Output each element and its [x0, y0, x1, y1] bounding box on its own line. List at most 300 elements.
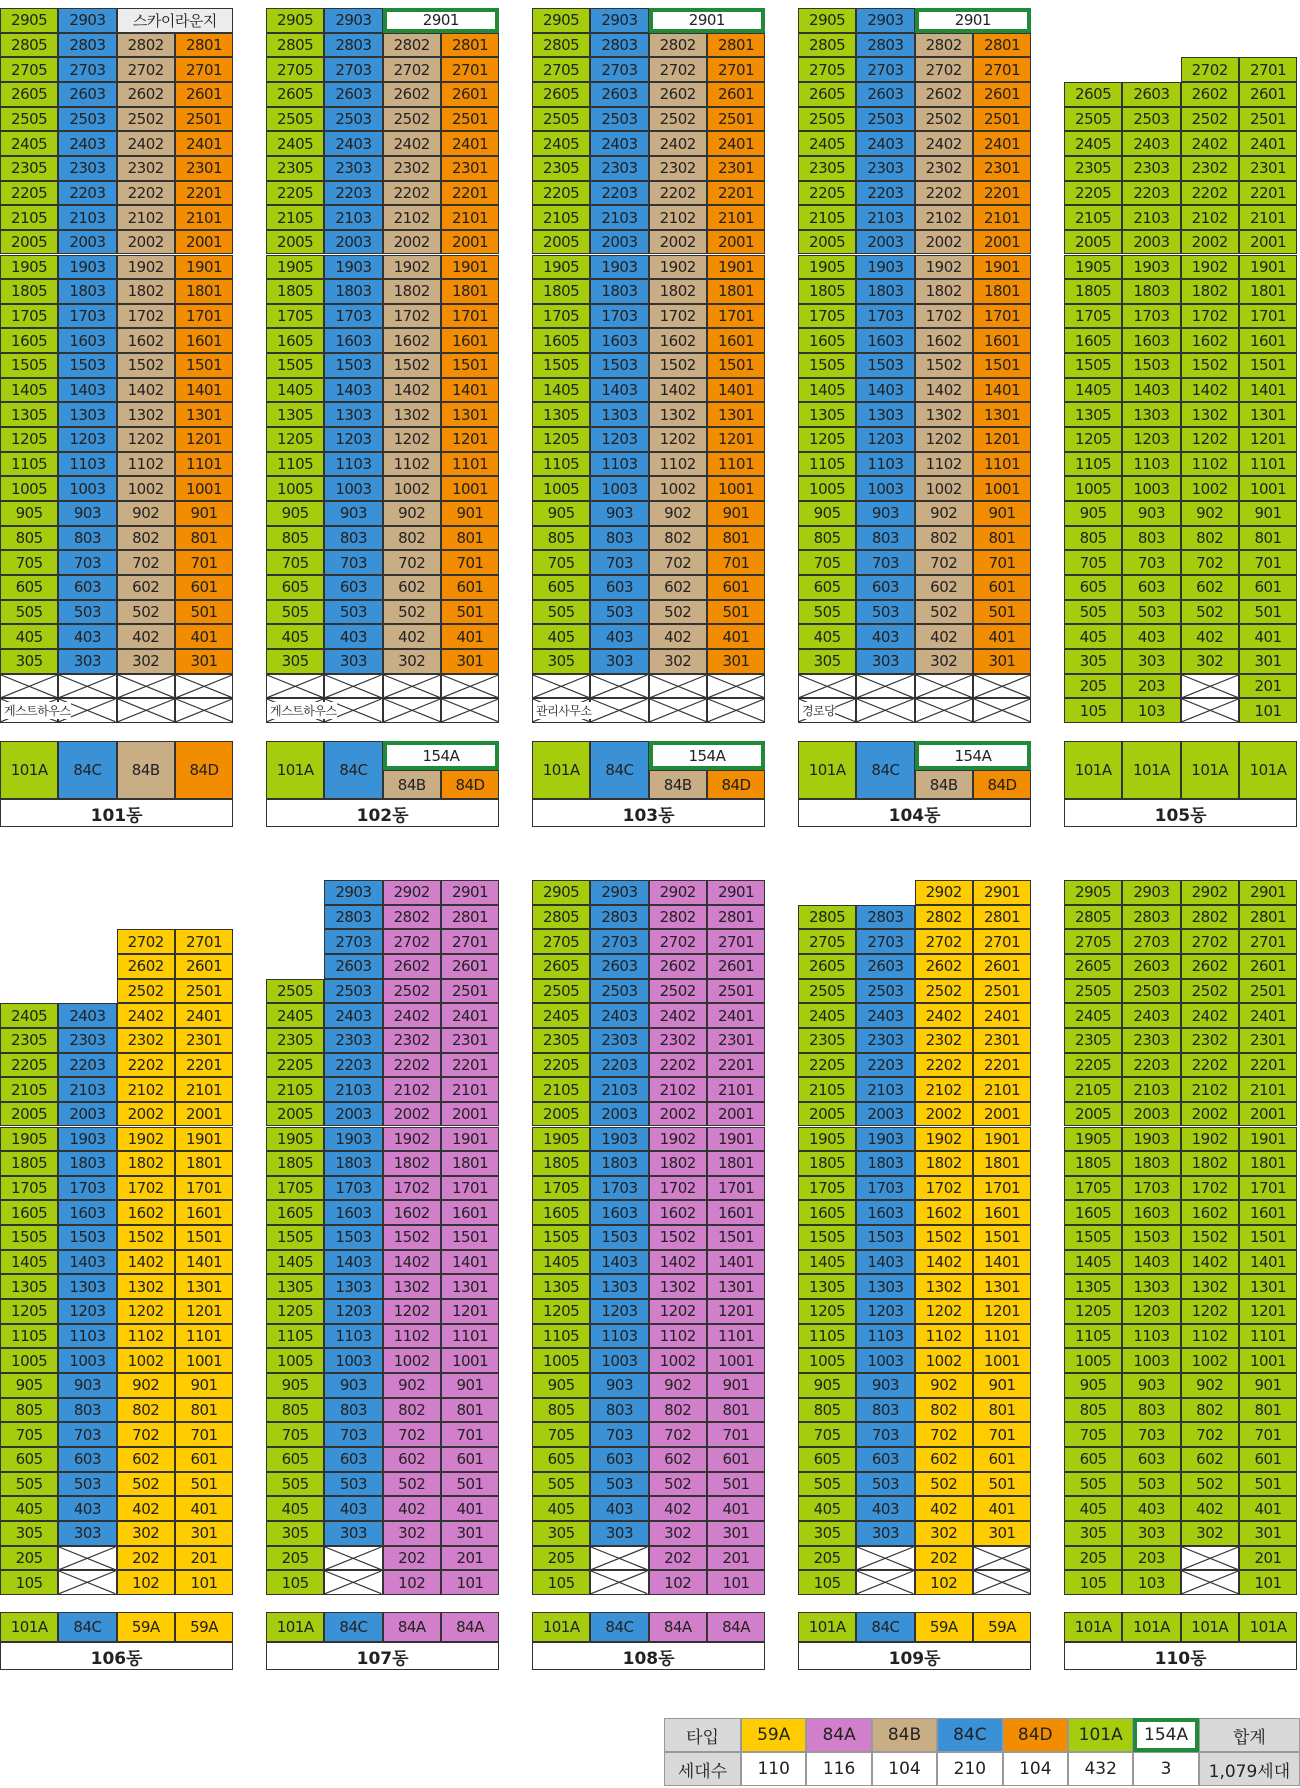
unit-cell: 2005: [266, 1102, 324, 1127]
unit-cell: 2705: [1064, 929, 1122, 954]
unit-cell: 2002: [117, 230, 175, 255]
unit-cell: 1501: [973, 353, 1031, 378]
unit-cell: 2803: [856, 905, 914, 930]
unit-cell: 1005: [532, 1348, 590, 1373]
unit-cell: 701: [441, 1422, 499, 1447]
unit-cell: 2603: [856, 82, 914, 107]
unit-cell: 2703: [590, 57, 648, 82]
unit-cell: 502: [915, 1472, 973, 1497]
unit-cell: 1701: [1239, 304, 1297, 329]
unit-cell: 605: [1064, 1447, 1122, 1472]
unit-cell: 1301: [441, 402, 499, 427]
unit-cell: 1601: [441, 328, 499, 353]
unit-cell: 1603: [856, 1200, 914, 1225]
unit-cell: 401: [707, 1496, 765, 1521]
unit-cell: 1003: [590, 476, 648, 501]
unit-cell: 1605: [798, 328, 856, 353]
unit-cell: 1903: [58, 255, 116, 280]
legend-type-cell: 84A: [383, 1612, 441, 1642]
unit-cell: 1903: [324, 1127, 382, 1152]
unit-cell: 1101: [707, 452, 765, 477]
empty-unit-cell: [532, 674, 590, 699]
empty-unit-cell: [590, 698, 648, 723]
unit-cell: 1405: [1064, 1250, 1122, 1275]
unit-cell: 1303: [856, 1274, 914, 1299]
unit-cell: 1102: [117, 452, 175, 477]
unit-cell: 2302: [649, 1028, 707, 1053]
unit-cell: 2702: [1181, 929, 1239, 954]
unit-cell: 1202: [383, 1299, 441, 1324]
unit-cell: 2105: [532, 205, 590, 230]
unit-cell: 702: [649, 550, 707, 575]
unit-cell: 2203: [856, 1053, 914, 1078]
unit-cell: 403: [58, 624, 116, 649]
unit-cell: 301: [707, 649, 765, 674]
unit-cell: 701: [707, 1422, 765, 1447]
unit-cell: 2201: [973, 181, 1031, 206]
unit-cell: 801: [973, 526, 1031, 551]
unit-cell: 2605: [0, 82, 58, 107]
unit-cell: 302: [915, 1521, 973, 1546]
unit-cell: 1303: [324, 402, 382, 427]
unit-cell: 302: [915, 649, 973, 674]
unit-cell: 1005: [532, 476, 590, 501]
unit-cell: 2202: [383, 181, 441, 206]
unit-cell: 603: [1122, 575, 1180, 600]
unit-cell: 2402: [117, 1003, 175, 1028]
unit-cell: 2201: [973, 1053, 1031, 1078]
unit-cell: 1301: [973, 402, 1031, 427]
unit-cell: 1203: [58, 1299, 116, 1324]
unit-cell: 2903: [590, 8, 648, 33]
unit-cell: 2902: [383, 880, 441, 905]
unit-cell: 2502: [915, 979, 973, 1004]
unit-cell: 1902: [915, 1127, 973, 1152]
unit-cell: 2305: [1064, 156, 1122, 181]
unit-cell: 1001: [175, 476, 233, 501]
unit-cell: 2705: [798, 929, 856, 954]
unit-cell: 1005: [798, 476, 856, 501]
unit-cell: 1805: [1064, 1151, 1122, 1176]
empty-unit-cell: [915, 698, 973, 723]
unit-cell: 1501: [175, 1225, 233, 1250]
unit-cell: 601: [175, 575, 233, 600]
unit-cell: 2301: [441, 156, 499, 181]
unit-cell: 903: [324, 501, 382, 526]
unit-cell: 1002: [915, 1348, 973, 1373]
unit-cell: 605: [798, 575, 856, 600]
unit-cell: 2503: [856, 107, 914, 132]
unit-cell: 703: [590, 550, 648, 575]
unit-cell: 2701: [707, 929, 765, 954]
unit-cell: 2801: [441, 33, 499, 58]
unit-cell: 2001: [175, 230, 233, 255]
unit-cell: 702: [915, 550, 973, 575]
unit-cell: 2103: [324, 1077, 382, 1102]
unit-cell: 1005: [266, 1348, 324, 1373]
unit-cell: 2402: [1181, 1003, 1239, 1028]
unit-cell: 1201: [175, 1299, 233, 1324]
unit-cell: 1605: [266, 328, 324, 353]
unit-cell: 102: [649, 1570, 707, 1595]
unit-cell: 903: [58, 1373, 116, 1398]
unit-cell: 2801: [707, 905, 765, 930]
unit-cell: 2402: [383, 1003, 441, 1028]
unit-cell: 2601: [1239, 82, 1297, 107]
unit-cell: 503: [590, 1472, 648, 1497]
unit-cell: 2105: [798, 205, 856, 230]
unit-cell: 1101: [175, 1324, 233, 1349]
unit-cell: 2001: [1239, 230, 1297, 255]
unit-cell: 2702: [915, 929, 973, 954]
unit-cell: 1605: [532, 328, 590, 353]
unit-cell: 905: [1064, 1373, 1122, 1398]
unit-cell: 605: [532, 575, 590, 600]
legend-type-cell: 101A: [1181, 741, 1239, 799]
unit-cell: 1201: [175, 427, 233, 452]
unit-cell: 2403: [324, 1003, 382, 1028]
unit-cell: 1303: [58, 1274, 116, 1299]
unit-cell: 402: [1181, 1496, 1239, 1521]
unit-cell: 1505: [266, 1225, 324, 1250]
legend-type-cell: 101A: [266, 1612, 324, 1642]
unit-cell: 505: [1064, 600, 1122, 625]
unit-cell: 2603: [1122, 954, 1180, 979]
unit-cell: 902: [649, 501, 707, 526]
unit-cell: 1802: [1181, 1151, 1239, 1176]
unit-cell: 305: [798, 649, 856, 674]
unit-cell: 1305: [0, 1274, 58, 1299]
unit-cell: 402: [915, 1496, 973, 1521]
unit-cell: 205: [0, 1546, 58, 1571]
legend-type-cell: 101A: [532, 1612, 590, 1642]
unit-cell: 702: [1181, 550, 1239, 575]
unit-cell: 801: [707, 526, 765, 551]
empty-unit-cell: [649, 698, 707, 723]
unit-cell: 2502: [383, 107, 441, 132]
unit-cell: 2502: [117, 107, 175, 132]
unit-cell: 2005: [798, 230, 856, 255]
unit-cell: 803: [856, 526, 914, 551]
building-name: 105동: [1064, 799, 1297, 827]
unit-cell: 702: [1181, 1422, 1239, 1447]
unit-cell: 1202: [915, 427, 973, 452]
unit-cell: 1005: [0, 1348, 58, 1373]
unit-cell: 2102: [383, 205, 441, 230]
unit-cell: 2805: [266, 33, 324, 58]
unit-cell: 1101: [441, 452, 499, 477]
unit-cell: 902: [1181, 501, 1239, 526]
unit-cell: 2001: [441, 230, 499, 255]
unit-cell: 1703: [324, 304, 382, 329]
unit-cell: 1001: [1239, 476, 1297, 501]
unit-cell: 1102: [1181, 452, 1239, 477]
unit-cell: 302: [1181, 649, 1239, 674]
legend-type-cell: 84B: [649, 770, 707, 799]
unit-cell: 1805: [798, 279, 856, 304]
unit-cell: 2702: [915, 57, 973, 82]
unit-cell: 2401: [973, 131, 1031, 156]
unit-cell: 305: [532, 1521, 590, 1546]
unit-cell: 1703: [590, 304, 648, 329]
unit-cell: 2702: [117, 57, 175, 82]
unit-cell: 201: [441, 1546, 499, 1571]
unit-cell: 2205: [532, 1053, 590, 1078]
unit-cell: 1203: [1122, 427, 1180, 452]
unit-cell: 402: [117, 1496, 175, 1521]
unit-cell: 1302: [915, 1274, 973, 1299]
unit-cell: 401: [175, 1496, 233, 1521]
unit-cell: 903: [856, 501, 914, 526]
unit-cell: 2201: [175, 181, 233, 206]
unit-cell: 805: [266, 526, 324, 551]
unit-cell: 401: [973, 1496, 1031, 1521]
unit-cell: 2405: [798, 1003, 856, 1028]
unit-cell: 405: [798, 624, 856, 649]
unit-cell: 1401: [441, 1250, 499, 1275]
unit-cell: 702: [117, 550, 175, 575]
unit-cell: 2102: [117, 205, 175, 230]
unit-cell: 203: [1122, 674, 1180, 699]
unit-cell: 705: [532, 1422, 590, 1447]
unit-cell: 2101: [175, 205, 233, 230]
unit-cell: 2802: [915, 33, 973, 58]
unit-cell: 1201: [707, 427, 765, 452]
unit-cell: 2402: [1181, 131, 1239, 156]
unit-cell: 2503: [58, 107, 116, 132]
unit-cell: 2402: [915, 131, 973, 156]
unit-cell: 2302: [915, 156, 973, 181]
unit-cell: 1702: [117, 1176, 175, 1201]
unit-cell: 1205: [0, 1299, 58, 1324]
empty-unit-cell: [915, 674, 973, 699]
unit-cell: 2502: [649, 107, 707, 132]
unit-cell: 1905: [266, 255, 324, 280]
unit-cell: 903: [1122, 501, 1180, 526]
unit-cell: 2401: [175, 1003, 233, 1028]
unit-cell: 1401: [1239, 1250, 1297, 1275]
unit-cell: 1402: [649, 378, 707, 403]
unit-cell: 1003: [1122, 1348, 1180, 1373]
unit-cell: 2305: [1064, 1028, 1122, 1053]
unit-cell: 1305: [798, 1274, 856, 1299]
unit-cell: 2705: [798, 57, 856, 82]
unit-cell: 1803: [1122, 279, 1180, 304]
unit-cell: 1301: [175, 402, 233, 427]
unit-cell: 1103: [590, 1324, 648, 1349]
unit-cell: 2001: [707, 1102, 765, 1127]
unit-cell: 1805: [266, 279, 324, 304]
unit-cell: 1102: [649, 452, 707, 477]
unit-cell: 1303: [590, 1274, 648, 1299]
unit-cell: 1002: [649, 1348, 707, 1373]
unit-cell: 2005: [1064, 1102, 1122, 1127]
unit-cell: 1402: [117, 1250, 175, 1275]
unit-cell: 403: [856, 624, 914, 649]
unit-cell: 1203: [324, 427, 382, 452]
unit-cell: 1105: [0, 452, 58, 477]
unit-cell: 1105: [0, 1324, 58, 1349]
unit-cell: 2803: [590, 33, 648, 58]
unit-cell: 201: [1239, 674, 1297, 699]
unit-cell: 1402: [915, 1250, 973, 1275]
unit-cell: 2503: [324, 979, 382, 1004]
unit-cell: 1705: [1064, 304, 1122, 329]
unit-cell: 405: [532, 624, 590, 649]
unit-cell: 303: [324, 649, 382, 674]
unit-cell: 2903: [324, 8, 382, 33]
unit-cell: 605: [266, 1447, 324, 1472]
unit-cell: 2601: [441, 82, 499, 107]
unit-cell: 2503: [1122, 107, 1180, 132]
legend-type-cell: 101A: [798, 1612, 856, 1642]
unit-cell: 605: [0, 575, 58, 600]
legend-type-cell: 101A: [0, 741, 58, 799]
empty-unit-cell: [58, 674, 116, 699]
unit-cell: 1701: [175, 304, 233, 329]
unit-cell: 2703: [324, 57, 382, 82]
unit-cell: 2101: [441, 1077, 499, 1102]
unit-cell: 302: [117, 649, 175, 674]
unit-cell: 2903: [856, 8, 914, 33]
unit-cell: 1603: [324, 328, 382, 353]
unit-cell: 301: [175, 649, 233, 674]
unit-cell: 905: [0, 1373, 58, 1398]
unit-cell: 1805: [0, 1151, 58, 1176]
unit-cell: 2702: [117, 929, 175, 954]
unit-cell: 701: [973, 1422, 1031, 1447]
empty-unit-cell: [707, 674, 765, 699]
unit-cell: 2505: [532, 107, 590, 132]
unit-cell: 301: [1239, 1521, 1297, 1546]
unit-cell: 903: [590, 501, 648, 526]
unit-cell: 2102: [649, 1077, 707, 1102]
unit-cell: 2902: [915, 880, 973, 905]
unit-cell: 1105: [798, 452, 856, 477]
unit-cell: 1602: [1181, 328, 1239, 353]
unit-cell: 1501: [707, 353, 765, 378]
facility-cell: [798, 698, 856, 723]
unit-cell: 903: [1122, 1373, 1180, 1398]
unit-cell: 1401: [175, 1250, 233, 1275]
unit-cell: 205: [1064, 674, 1122, 699]
unit-cell: 2401: [175, 131, 233, 156]
unit-cell: 2403: [58, 1003, 116, 1028]
unit-cell: 503: [324, 600, 382, 625]
unit-cell: 1005: [0, 476, 58, 501]
unit-cell: 1705: [532, 1176, 590, 1201]
empty-unit-cell: [117, 698, 175, 723]
unit-cell: 2201: [441, 181, 499, 206]
unit-cell: 2701: [707, 57, 765, 82]
unit-cell: 1802: [383, 1151, 441, 1176]
legend-type-cell: 84D: [441, 770, 499, 799]
unit-cell: 1402: [383, 1250, 441, 1275]
unit-cell: 2403: [324, 131, 382, 156]
unit-cell: 2403: [1122, 131, 1180, 156]
penthouse-unit-cell: 2901: [383, 8, 500, 33]
unit-cell: 1701: [973, 304, 1031, 329]
unit-cell: 2503: [590, 107, 648, 132]
unit-cell: 1205: [798, 427, 856, 452]
unit-cell: 1501: [973, 1225, 1031, 1250]
unit-cell: 2501: [973, 107, 1031, 132]
unit-cell: 2301: [1239, 156, 1297, 181]
unit-cell: 1201: [1239, 427, 1297, 452]
unit-cell: 2105: [266, 1077, 324, 1102]
unit-cell: 2105: [798, 1077, 856, 1102]
unit-cell: 405: [532, 1496, 590, 1521]
unit-cell: 703: [58, 550, 116, 575]
unit-cell: 2302: [117, 1028, 175, 1053]
unit-cell: 202: [117, 1546, 175, 1571]
unit-cell: 2101: [707, 1077, 765, 1102]
unit-cell: 805: [798, 1398, 856, 1423]
unit-cell: 2101: [1239, 205, 1297, 230]
unit-cell: 1801: [175, 279, 233, 304]
unit-cell: 2201: [707, 181, 765, 206]
unit-cell: 1301: [707, 402, 765, 427]
unit-cell: 1403: [590, 1250, 648, 1275]
unit-cell: 1003: [856, 1348, 914, 1373]
unit-cell: 2502: [915, 107, 973, 132]
unit-cell: 402: [117, 624, 175, 649]
unit-cell: 205: [266, 1546, 324, 1571]
unit-cell: 1405: [266, 1250, 324, 1275]
unit-cell: 2102: [649, 205, 707, 230]
unit-cell: 2303: [58, 156, 116, 181]
unit-cell: 1903: [590, 255, 648, 280]
unit-cell: 402: [1181, 624, 1239, 649]
legend-type-cell: 59A: [915, 1612, 973, 1642]
unit-cell: 101: [1239, 1570, 1297, 1595]
unit-cell: 905: [0, 501, 58, 526]
unit-cell: 2205: [1064, 1053, 1122, 1078]
unit-cell: 1501: [1239, 1225, 1297, 1250]
unit-cell: 2505: [532, 979, 590, 1004]
unit-cell: 2102: [915, 205, 973, 230]
unit-cell: 2705: [0, 57, 58, 82]
unit-cell: 801: [1239, 526, 1297, 551]
unit-cell: 902: [117, 501, 175, 526]
unit-cell: 2101: [707, 205, 765, 230]
unit-cell: 703: [856, 550, 914, 575]
unit-cell: 501: [441, 600, 499, 625]
unit-cell: 2203: [1122, 181, 1180, 206]
unit-cell: 1102: [649, 1324, 707, 1349]
unit-cell: 2502: [383, 979, 441, 1004]
unit-cell: 801: [441, 526, 499, 551]
summary-type-cell: 84D: [1003, 1718, 1068, 1752]
unit-cell: 1002: [1181, 1348, 1239, 1373]
unit-cell: 2002: [649, 1102, 707, 1127]
unit-cell: 1903: [1122, 255, 1180, 280]
unit-cell: 1902: [915, 255, 973, 280]
unit-cell: 2401: [707, 131, 765, 156]
unit-cell: 1403: [324, 378, 382, 403]
unit-cell: 203: [1122, 1546, 1180, 1571]
legend-type-cell: 101A: [1064, 741, 1122, 799]
unit-cell: 2703: [590, 929, 648, 954]
unit-cell: 801: [973, 1398, 1031, 1423]
unit-cell: 405: [266, 624, 324, 649]
unit-cell: 401: [441, 1496, 499, 1521]
unit-cell: 1101: [973, 1324, 1031, 1349]
unit-cell: 2801: [1239, 905, 1297, 930]
unit-cell: 803: [590, 526, 648, 551]
unit-cell: 702: [117, 1422, 175, 1447]
unit-cell: 2303: [590, 156, 648, 181]
